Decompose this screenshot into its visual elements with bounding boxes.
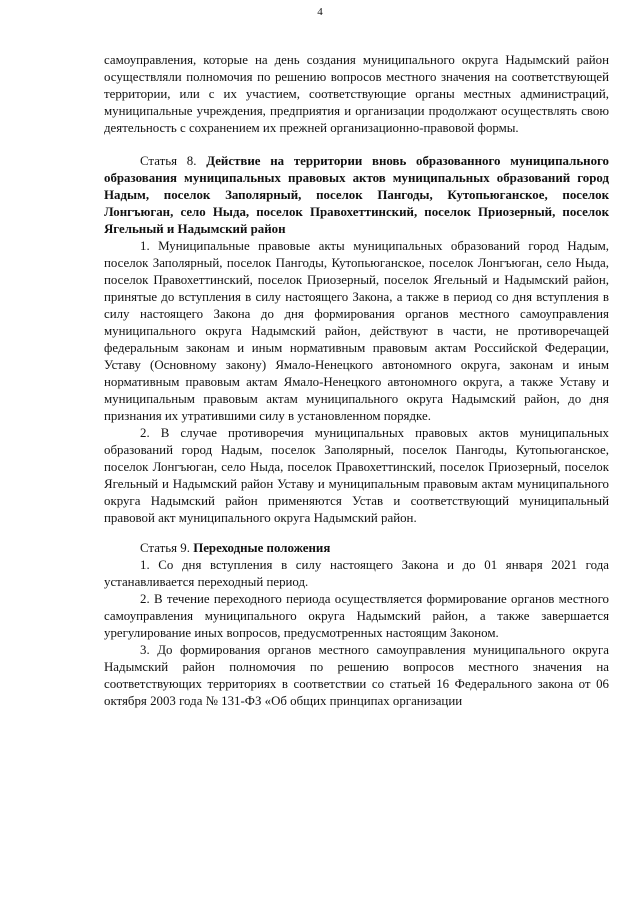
article-9-paragraph-2: 2. В течение переходного периода осуществляется формирование органов местного самоуправления муниципального округа Надымский район, а также завершается урегулирование иных вопросов, предусмотренных настоящим Законом. [104, 592, 609, 640]
article-8-paragraph-1: 1. Муниципальные правовые акты муниципальных образований город Надым, поселок Заполярный, поселок Пангоды, Кутопьюганское, поселок Лонгъюган, село Ныда, поселок Правохеттинский, поселок Приозерный, поселок Ягельный и Надымский район, принятые до вступления в силу настоящего Закона, а также в период со дня вступления в силу настоящего Закона до дня формирования органов местного самоуправления муниципального округа Надымский район, действуют в части, не противоречащей федеральным законам и иным нормативным правовым актам Российской Федерации, Уставу (Основному закону) Ямало-Ненецкого автономного округа, законам и иным нормативным правовым актам Ямало-Ненецкого автономного округа, а также Уставу и муниципальным правовым актам муниципального округа Надымский район, до дня признания их утратившими силу в установленном порядке. [104, 239, 609, 423]
article-9-heading [104, 540, 609, 557]
article-8-paragraph-2: 2. В случае противоречия муниципальных правовых актов муниципальных образований город Надым, поселок Заполярный, поселок Пангоды, Кутопьюганское, поселок Лонгъюган, село Ныда, поселок Правохеттинский, поселок Приозерный, поселок Ягельный и Надымский район Уставу и муниципальным правовым актам муниципального округа Надымский район применяются Устав и соответствующий муниципальный правовой акт муниципального округа Надымский район. [104, 426, 609, 525]
article-9-paragraph-3: 3. До формирования органов местного самоуправления муниципального округа Надымский район полномочия по решению вопросов местного значения на соответствующих территориях в соответствии со статьей 16 Федерального закона от 06 октября 2003 года № 131-ФЗ «Об общих принципах организации [104, 643, 609, 708]
article-8-heading [104, 153, 609, 238]
article-9-label: Статья 9. [140, 541, 190, 555]
intro-paragraph: самоуправления, которые на день создания муниципального округа Надымский район осуществляли полномочия по решению вопросов местного значения на соответствующей территории, или с их участием, соответствующие органы местных администраций, муниципальные учреждения, предприятия и организации продолжают осуществлять свою деятельность с сохранением их прежней организационно-правовой формы. [104, 53, 609, 135]
spacer [104, 137, 609, 153]
spacer [104, 527, 609, 540]
article-8-label: Статья 8. [140, 154, 197, 168]
article-8-title: Действие на территории вновь образованного муниципального образования муниципальных правовых актов муниципальных образований город Надым, поселок Заполярный, поселок Пангоды, Кутопьюганское, поселок Лонгъюган, село Ныда, поселок Правохеттинский, поселок Приозерный, поселок Ягельный и Надымский район [104, 154, 609, 236]
article-9-paragraph-1: 1. Со дня вступления в силу настоящего Закона и до 01 января 2021 года устанавливается переходный период. [104, 558, 609, 589]
document-body [104, 52, 609, 710]
article-9-title: Переходные положения [193, 541, 331, 555]
page-number: 4 [317, 6, 323, 18]
